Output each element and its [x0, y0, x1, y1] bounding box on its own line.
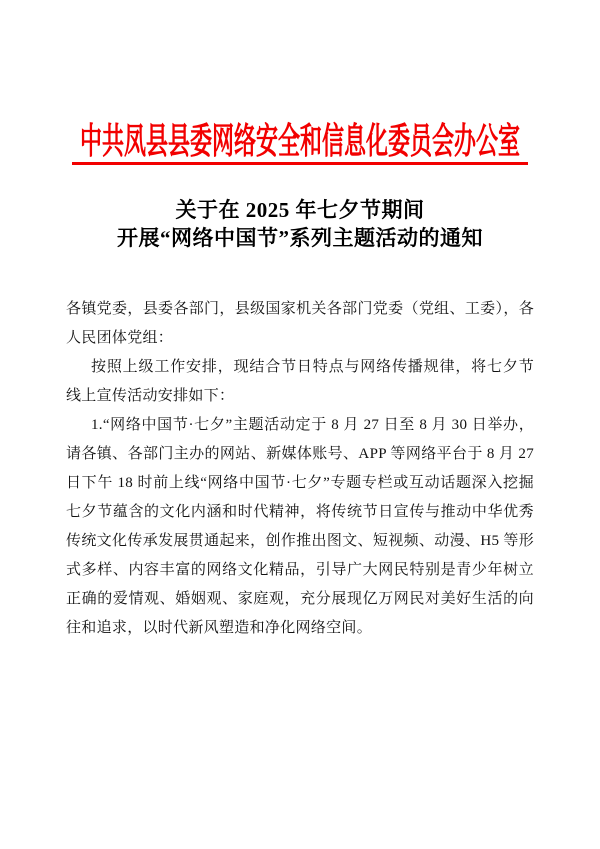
notice-title-line1: 关于在 2025 年七夕节期间	[175, 198, 425, 222]
letterhead-org-name: 中共凤县县委网络安全和信息化委员会办公室	[79, 120, 520, 161]
notice-title-line2: 开展“网络中国节”系列主题活动的通知	[117, 226, 483, 250]
body-paragraph: 1.“网络中国节·七夕”主题活动定于 8 月 27 日至 8 月 30 日举办，请各镇、各部门主办的网站、新媒体账号、APP 等网络平台于 8 月 27 日下午 18 时前上线“网络中国节·七夕”专题专栏或互动话题深入挖掘七夕节蕴含的文化内涵和时代精神，将传统节日宣传与推动中华优秀传统文化传承发展贯通起来，创作推出图文、短视频、动漫、H5 等形式多样、内容丰富的网络文化精品，引导广大网民特别是青少年树立正确的爱情观、婚姻观、家庭观，充分展现亿万网民对美好生活的向往和追求，以时代新风塑造和净化网络空间。	[66, 417, 534, 636]
letterhead	[0, 114, 600, 161]
notice-title	[0, 196, 600, 252]
letterhead-divider	[72, 162, 528, 165]
notice-body	[66, 295, 534, 643]
body-paragraph: 按照上级工作安排，现结合节日特点与网络传播规律，将七夕节线上宣传活动安排如下：	[66, 359, 534, 404]
salutation-paragraph: 各镇党委，县委各部门，县级国家机关各部门党委（党组、工委），各人民团体党组：	[66, 301, 534, 346]
